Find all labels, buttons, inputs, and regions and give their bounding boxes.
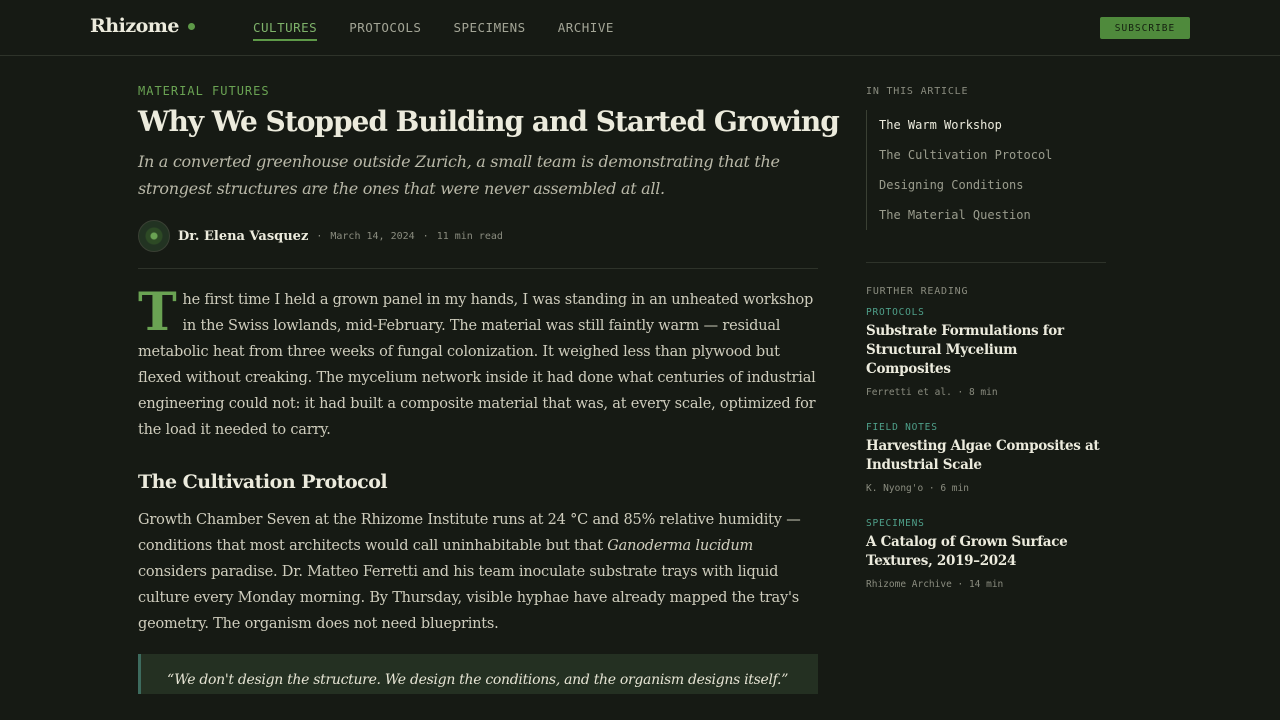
pull-quote: “We don't design the structure. We design the conditions, and the organism designs itself.” <box>138 654 818 694</box>
toc-label: IN THIS ARTICLE <box>866 86 969 97</box>
item-category: SPECIMENS <box>866 518 925 529</box>
byline <box>138 220 818 252</box>
item-category: PROTOCOLS <box>866 307 925 318</box>
author-name[interactable]: Dr. Elena Vasquez <box>178 228 309 244</box>
further-reading-label: FURTHER READING <box>866 286 969 297</box>
article <box>138 84 839 694</box>
item-title[interactable]: Harvesting Algae Composites at Industrial Scale <box>866 438 1100 473</box>
species-name: Ganoderma lucidum <box>607 538 754 554</box>
nav-item-archive[interactable]: ARCHIVE <box>557 20 614 35</box>
article-dek: In a converted greenhouse outside Zurich, a small team is demonstrating that the strongest structures are the ones that were never assembled at all. <box>138 152 780 198</box>
body-paragraph <box>138 507 818 637</box>
drop-cap: T <box>138 282 177 343</box>
further-reading-item[interactable] <box>866 422 1106 494</box>
brand-name: Rhizome <box>90 15 179 37</box>
further-reading-item[interactable] <box>866 518 1106 590</box>
further-reading <box>866 286 1106 590</box>
toc-item-warm-workshop[interactable]: The Warm Workshop <box>879 118 1002 132</box>
divider <box>138 268 818 269</box>
article-kicker[interactable]: MATERIAL FUTURES <box>138 84 270 98</box>
nav-item-protocols[interactable]: PROTOCOLS <box>349 20 422 35</box>
toc-item-cultivation-protocol[interactable]: The Cultivation Protocol <box>879 148 1053 162</box>
read-time: 11 min read <box>436 230 503 242</box>
intro-paragraph <box>138 282 818 443</box>
nav-item-cultures[interactable]: CULTURES <box>253 20 317 41</box>
item-title[interactable]: A Catalog of Grown Surface Textures, 2019–2024 <box>866 534 1068 569</box>
main-nav <box>253 20 646 41</box>
article-title: Why We Stopped Building and Started Growing <box>138 105 839 138</box>
site-logo[interactable] <box>90 15 195 37</box>
paragraph-text-end: considers paradise. Dr. Matteo Ferretti and his team inoculate substrate trays with liquid culture every Monday morning. By Thursday, visible hyphae have already mapped the tray's geometry. The organism does not need blueprints. <box>138 564 800 632</box>
toc-item-designing-conditions[interactable]: Designing Conditions <box>879 178 1024 192</box>
toc-item-material-question[interactable]: The Material Question <box>879 208 1031 222</box>
table-of-contents <box>866 110 1106 230</box>
meta-separator: · <box>316 230 323 242</box>
subscribe-button[interactable]: SUBSCRIBE <box>1100 17 1190 39</box>
section-heading: The Cultivation Protocol <box>138 471 388 493</box>
item-category: FIELD NOTES <box>866 422 938 433</box>
nav-item-specimens[interactable]: SPECIMENS <box>453 20 526 35</box>
meta-separator: · <box>422 230 429 242</box>
item-title[interactable]: Substrate Formulations for Structural Mycelium Composites <box>866 323 1064 377</box>
item-meta: Ferretti et al. · 8 min <box>866 387 998 398</box>
intro-text: he first time I held a grown panel in my hands, I was standing in an unheated workshop in the Swiss lowlands, mid-February. The material was still faintly warm — residual metabolic heat from three weeks of fungal colonization. It weighed less than plywood but flexed without creaking. The mycelium network inside it had done what centuries of industrial engineering could not: it had built a composite material that was, at every scale, optimized for the load it needed to carry. <box>138 292 816 438</box>
sidebar <box>866 86 1106 590</box>
brand-dot-icon <box>188 23 195 30</box>
item-meta: K. Nyong'o · 6 min <box>866 483 969 494</box>
further-reading-item[interactable] <box>866 307 1106 398</box>
author-avatar[interactable] <box>138 220 170 252</box>
item-meta: Rhizome Archive · 14 min <box>866 579 1004 590</box>
site-header <box>0 0 1280 56</box>
sidebar-divider <box>866 262 1106 263</box>
paragraph-text-start: Growth Chamber Seven at the Rhizome Institute runs at 24 °C and 85% relative humidity — conditions that most architects would call uninhabitable but that <box>138 512 801 554</box>
publish-date: March 14, 2024 <box>330 230 415 242</box>
